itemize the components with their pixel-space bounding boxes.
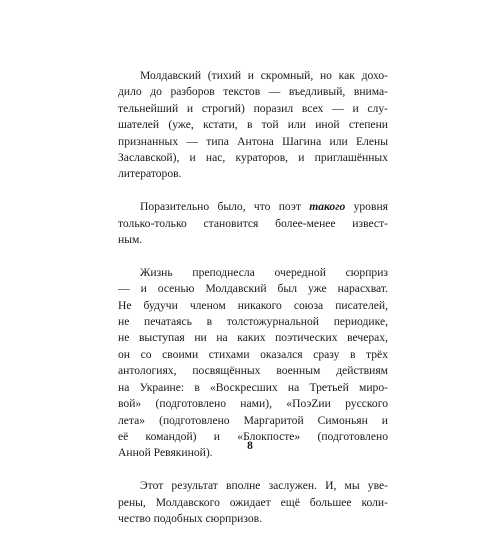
text-segment: тельнейший и строгий) поразил всех — и слу- xyxy=(118,101,388,115)
text-segment: признанных — типа Антона Шагина или Елены xyxy=(118,134,388,148)
text-line xyxy=(118,298,388,314)
page-number: 8 xyxy=(247,440,253,452)
text-segment: не выступая ни на каких поэтических вечерах, xyxy=(118,331,388,345)
text-line xyxy=(118,68,388,84)
text-segment: Молдавский (тихий и скромный, но как дохо- xyxy=(140,69,388,82)
text-line xyxy=(118,347,388,363)
text-segment: Заславской), и нас, кураторов, и приглашённых xyxy=(118,151,388,165)
text-segment: Жизнь преподнесла очередной сюрприз xyxy=(140,265,388,279)
text-segment: вой» (подготовлено нами), «ПоэZии русского xyxy=(118,397,388,411)
text-segment: только-только становится более-менее извест- xyxy=(118,216,388,230)
text-line xyxy=(118,380,388,396)
text-segment: он со своими стихами оказался сразу в трёх xyxy=(118,347,388,361)
text-segment: на Украине: в «Воскресших на Третьей миро- xyxy=(118,380,388,394)
emphasized-word: такого xyxy=(309,200,346,214)
text-line xyxy=(118,150,388,166)
text-line xyxy=(118,314,388,330)
text-line xyxy=(118,478,388,494)
text-segment: Этот результат вполне заслужен. И, мы уве- xyxy=(140,479,388,493)
text-segment: лета» (подготовлено Маргаритой Симоньян и xyxy=(118,413,388,427)
paragraph xyxy=(118,68,388,183)
text-line xyxy=(118,232,388,248)
text-line xyxy=(118,330,388,346)
text-segment: чество подобных сюрпризов. xyxy=(118,511,263,525)
text-line xyxy=(118,199,388,215)
text-segment: дило до разборов текстов — въедливый, внима- xyxy=(118,85,388,99)
text-segment: уровня xyxy=(345,200,388,214)
text-line xyxy=(118,396,388,412)
text-line xyxy=(118,117,388,133)
text-segment: не печатаясь в толстожурнальной периодике, xyxy=(118,315,388,329)
paragraph xyxy=(118,199,388,248)
text-segment: рены, Молдавского ожидает ещё большее коли- xyxy=(118,495,388,509)
text-line xyxy=(118,281,388,297)
text-line xyxy=(118,413,388,429)
text-segment: антологиях, посвящённых военным действиям xyxy=(118,364,388,378)
paragraph xyxy=(118,265,388,462)
text-segment: Не будучи членом никакого союза писателей, xyxy=(118,298,388,312)
text-segment: — и осенью Молдавский был уже нарасхват. xyxy=(118,282,388,296)
text-line xyxy=(118,511,388,527)
text-segment: Анной Ревякиной). xyxy=(118,446,213,460)
text-line xyxy=(118,363,388,379)
text-line xyxy=(118,495,388,511)
text-line xyxy=(118,216,388,232)
text-segment: её командой) и «Блокпосте» (подготовлено xyxy=(118,429,388,443)
text-segment: шателей (уже, кстати, в той или иной степени xyxy=(118,118,388,132)
text-line xyxy=(118,101,388,117)
body-text xyxy=(118,68,388,544)
text-segment: Поразительно было, что поэт xyxy=(140,200,310,214)
text-segment: ным. xyxy=(118,233,143,247)
text-line xyxy=(118,84,388,100)
text-line xyxy=(118,166,388,182)
text-line xyxy=(118,134,388,150)
paragraph xyxy=(118,478,388,527)
text-segment: литераторов. xyxy=(118,167,182,181)
text-line xyxy=(118,265,388,281)
